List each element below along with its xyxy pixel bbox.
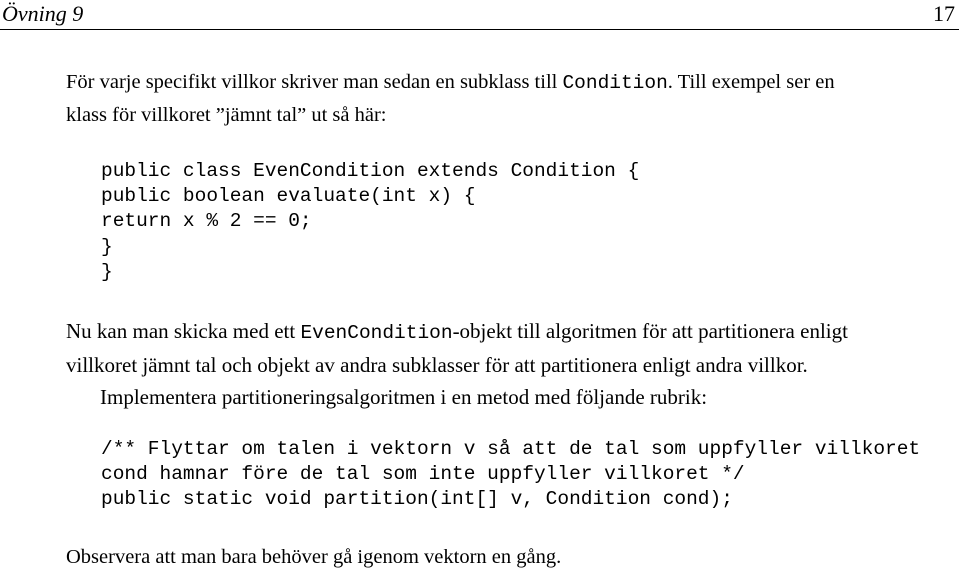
- main-text-2: -objekt till algoritmen för att partitionera enligt: [452, 319, 848, 343]
- final-paragraph: Observera att man bara behöver gå igenom vektorn en gång.: [66, 546, 562, 568]
- header-rule: [0, 29, 959, 30]
- main-paragraph: [66, 315, 958, 413]
- code-block-partition-signature: [101, 437, 920, 513]
- code-line: /** Flyttar om talen i vektorn v så att de tal som uppfyller villkoret: [101, 438, 921, 460]
- code-line: cond hamnar före de tal som inte uppfyller villkoret */: [101, 463, 745, 486]
- intro-line-2: klass för villkoret ”jämnt tal” ut så här:: [66, 104, 387, 126]
- page-number: 17: [933, 1, 955, 26]
- main-line-1: [66, 315, 958, 349]
- code-line: public class EvenCondition extends Condition {: [101, 160, 640, 182]
- main-line-3: Implementera partitioneringsalgoritmen i en metod med följande rubrik:: [100, 385, 708, 409]
- intro-inline-code: Condition: [562, 72, 668, 94]
- code-line: public boolean evaluate(int x) {: [101, 185, 476, 208]
- code-line: return x % 2 == 0;: [101, 210, 312, 233]
- code-line: }: [101, 260, 113, 283]
- page-header: [0, 0, 959, 30]
- intro-paragraph: [66, 66, 958, 131]
- code-block-even-condition: [101, 159, 639, 285]
- code-line: public static void partition(int[] v, Condition cond);: [101, 488, 733, 511]
- main-line-2: villkoret jämnt tal och objekt av andra subklasser för att partitionera enligt andra villkor.: [66, 353, 808, 377]
- chapter-title: Övning 9: [2, 1, 84, 26]
- intro-text-2: . Till exempel ser en: [667, 71, 835, 93]
- main-text-1: Nu kan man skicka med ett: [66, 319, 301, 343]
- intro-text-1: För varje specifikt villkor skriver man sedan en subklass till: [66, 71, 563, 93]
- intro-line-1: [66, 66, 958, 99]
- code-line: }: [101, 235, 113, 258]
- main-inline-code: EvenCondition: [300, 322, 453, 344]
